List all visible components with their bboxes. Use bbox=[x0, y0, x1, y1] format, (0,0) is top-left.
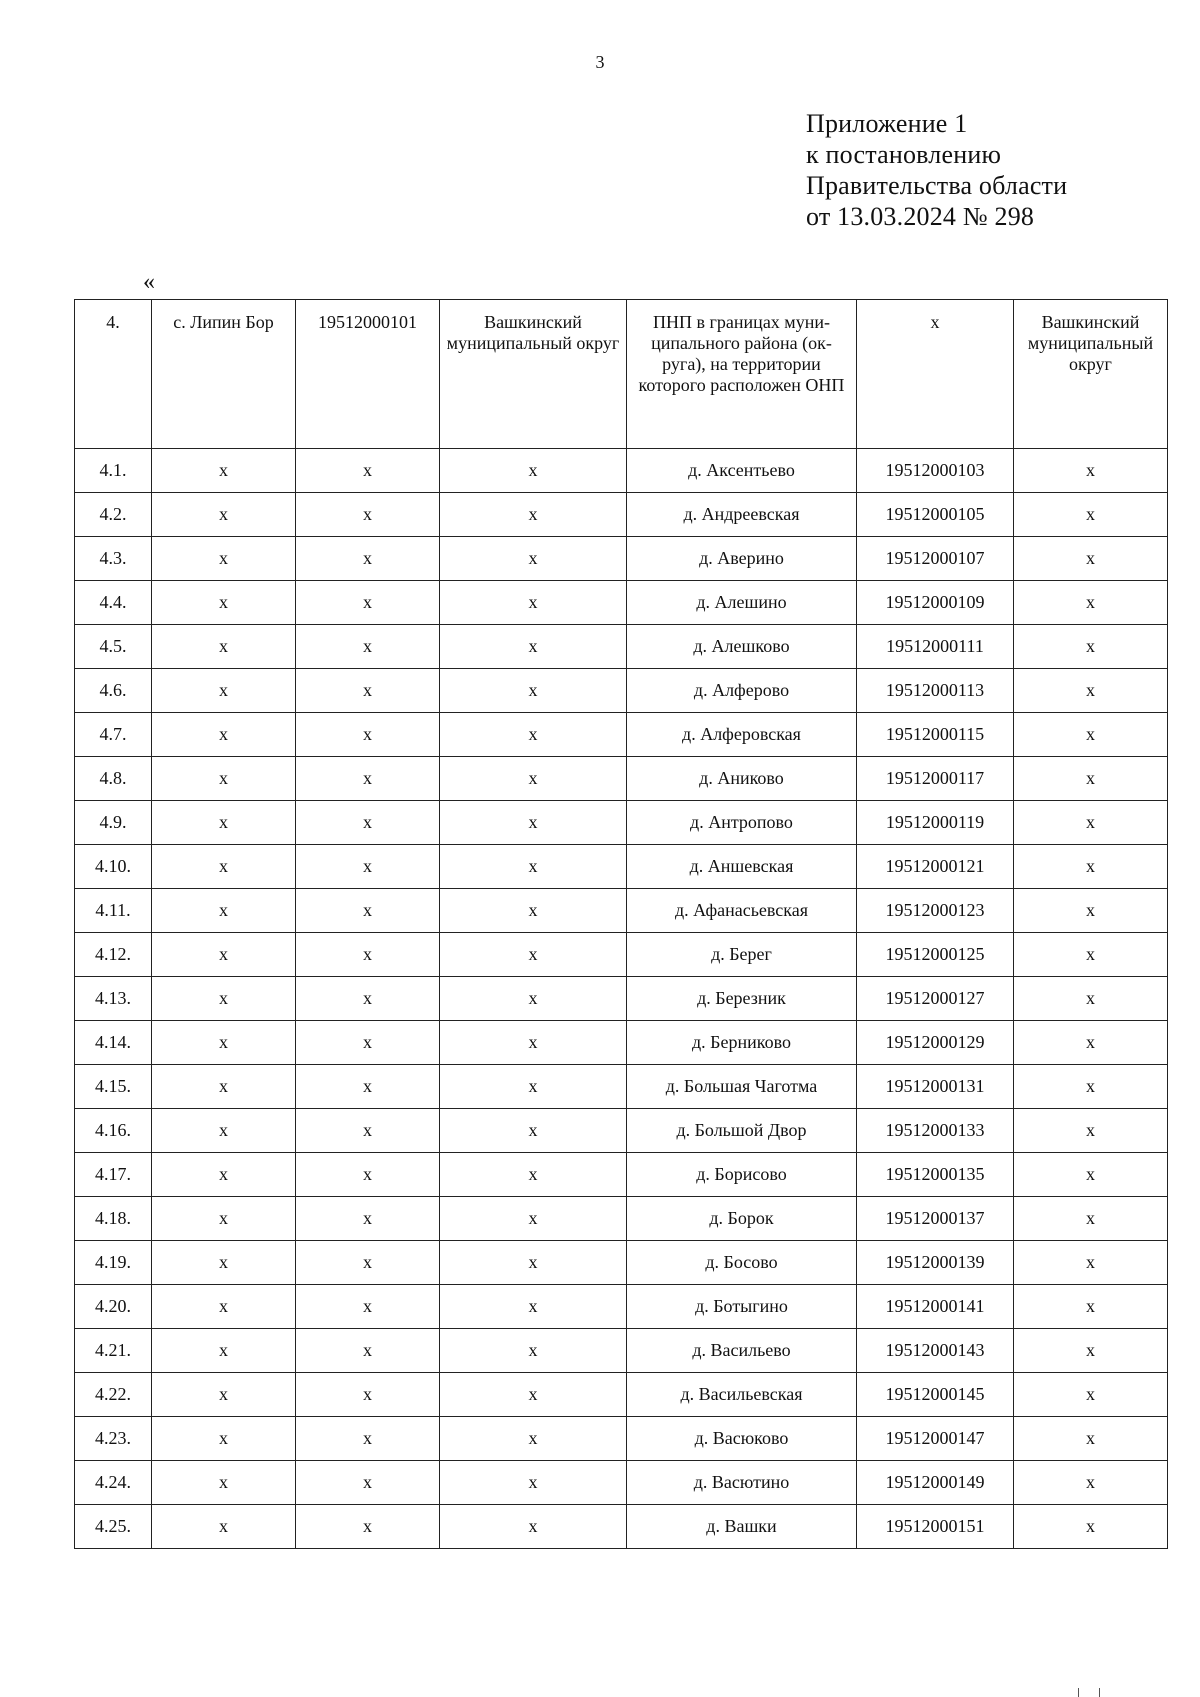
cell-district: x bbox=[440, 713, 627, 757]
cell-village-code: 19512000123 bbox=[857, 889, 1014, 933]
cell-code: x bbox=[296, 1373, 440, 1417]
cell-district: x bbox=[440, 1153, 627, 1197]
cell-settlement: x bbox=[152, 1461, 296, 1505]
cell-village: д. Васильевская bbox=[627, 1373, 857, 1417]
table-row bbox=[75, 1065, 1168, 1109]
cell-number: 4.10. bbox=[75, 845, 152, 889]
cell-number: 4.18. bbox=[75, 1197, 152, 1241]
cell-settlement: x bbox=[152, 757, 296, 801]
page-number: 3 bbox=[595, 52, 605, 72]
cell-settlement: x bbox=[152, 889, 296, 933]
table-row bbox=[75, 1197, 1168, 1241]
table-row bbox=[75, 977, 1168, 1021]
table-row bbox=[75, 1417, 1168, 1461]
cell-settlement: x bbox=[152, 449, 296, 493]
cell-code: x bbox=[296, 1461, 440, 1505]
cell-sub-district: x bbox=[1014, 449, 1168, 493]
cell-number: 4.21. bbox=[75, 1329, 152, 1373]
cell-sub-district: x bbox=[1014, 1109, 1168, 1153]
cell-code: x bbox=[296, 625, 440, 669]
cell-village-code: 19512000129 bbox=[857, 1021, 1014, 1065]
cell-district: x bbox=[440, 1461, 627, 1505]
cell-sub-district: x bbox=[1014, 1153, 1168, 1197]
cell-code: x bbox=[296, 1417, 440, 1461]
table-row-main-settlement bbox=[75, 300, 1168, 449]
cell-code: x bbox=[296, 757, 440, 801]
cell-code: x bbox=[296, 845, 440, 889]
cell-number: 4.1. bbox=[75, 449, 152, 493]
cell-village: д. Борок bbox=[627, 1197, 857, 1241]
cell-number: 4.23. bbox=[75, 1417, 152, 1461]
cell-village: д. Большой Двор bbox=[627, 1109, 857, 1153]
table-row bbox=[75, 757, 1168, 801]
cell-code: x bbox=[296, 1197, 440, 1241]
cell-number: 4.2. bbox=[75, 493, 152, 537]
cell-village-code: 19512000117 bbox=[857, 757, 1014, 801]
cell-code: x bbox=[296, 1241, 440, 1285]
cell-village-code: 19512000147 bbox=[857, 1417, 1014, 1461]
cell-district: x bbox=[440, 1285, 627, 1329]
cell-village: д. Андреевская bbox=[627, 493, 857, 537]
cell-village-code: 19512000113 bbox=[857, 669, 1014, 713]
appendix-authority: Правительства области bbox=[806, 171, 1068, 200]
cell-village: д. Аншевская bbox=[627, 845, 857, 889]
cell-village: д. Аксентьево bbox=[627, 449, 857, 493]
cell-sub-district: x bbox=[1014, 977, 1168, 1021]
cell-sub-district: x bbox=[1014, 1329, 1168, 1373]
cell-settlement: x bbox=[152, 1241, 296, 1285]
cell-settlement: x bbox=[152, 1285, 296, 1329]
cell-number: 4.4. bbox=[75, 581, 152, 625]
cell-village-code: 19512000133 bbox=[857, 1109, 1014, 1153]
table-row bbox=[75, 1373, 1168, 1417]
cell-code: x bbox=[296, 669, 440, 713]
cell-code: x bbox=[296, 1285, 440, 1329]
cell-number: 4.7. bbox=[75, 713, 152, 757]
cell-code: x bbox=[296, 713, 440, 757]
cell-village-code: 19512000115 bbox=[857, 713, 1014, 757]
cell-settlement: x bbox=[152, 713, 296, 757]
cell-number: 4.13. bbox=[75, 977, 152, 1021]
table-row bbox=[75, 493, 1168, 537]
cell-village: д. Аверино bbox=[627, 537, 857, 581]
table-row bbox=[75, 1109, 1168, 1153]
table-row bbox=[75, 1461, 1168, 1505]
cell-district: x bbox=[440, 625, 627, 669]
cell-district: x bbox=[440, 1109, 627, 1153]
cell-village: д. Алферово bbox=[627, 669, 857, 713]
cell-sub-district: x bbox=[1014, 1021, 1168, 1065]
cell-number: 4.25. bbox=[75, 1505, 152, 1549]
cell-sub-district: x bbox=[1014, 1417, 1168, 1461]
cell-code: x bbox=[296, 537, 440, 581]
table-row bbox=[75, 669, 1168, 713]
opening-quote: « bbox=[143, 269, 155, 295]
cell-number: 4.17. bbox=[75, 1153, 152, 1197]
cell-village-code: 19512000141 bbox=[857, 1285, 1014, 1329]
appendix-title: Приложение 1 bbox=[806, 109, 968, 138]
cell-number: 4.22. bbox=[75, 1373, 152, 1417]
cell-district: x bbox=[440, 537, 627, 581]
cell-village: д. Борисово bbox=[627, 1153, 857, 1197]
settlement-table bbox=[74, 299, 1168, 1549]
cell-district: x bbox=[440, 1329, 627, 1373]
cell-sub-district: x bbox=[1014, 1197, 1168, 1241]
cell-village-code: 19512000135 bbox=[857, 1153, 1014, 1197]
cell-code: x bbox=[296, 581, 440, 625]
cell-sub-district: x bbox=[1014, 845, 1168, 889]
cell-settlement: x bbox=[152, 933, 296, 977]
cell-settlement: x bbox=[152, 669, 296, 713]
cell-village-code: 19512000105 bbox=[857, 493, 1014, 537]
cell-sub-district: x bbox=[1014, 933, 1168, 977]
cell-code: x bbox=[296, 1021, 440, 1065]
cell-number: 4.8. bbox=[75, 757, 152, 801]
cell-sub-district: x bbox=[1014, 801, 1168, 845]
cell-settlement: с. Липин Бор bbox=[152, 300, 296, 449]
cell-code: x bbox=[296, 1065, 440, 1109]
cell-village-code: 19512000145 bbox=[857, 1373, 1014, 1417]
cell-district: x bbox=[440, 1065, 627, 1109]
cell-number: 4.20. bbox=[75, 1285, 152, 1329]
table-row bbox=[75, 1021, 1168, 1065]
cell-district: x bbox=[440, 493, 627, 537]
cell-sub-code: x bbox=[857, 300, 1014, 449]
cell-category: ПНП в границах муни-ципального района (ок-руга), на территории которого расположен ОНП bbox=[627, 300, 857, 449]
cell-district: x bbox=[440, 1505, 627, 1549]
cell-settlement: x bbox=[152, 1153, 296, 1197]
cell-settlement: x bbox=[152, 801, 296, 845]
cell-village-code: 19512000139 bbox=[857, 1241, 1014, 1285]
cell-code: x bbox=[296, 449, 440, 493]
table-row bbox=[75, 449, 1168, 493]
cell-village: д. Ботыгино bbox=[627, 1285, 857, 1329]
cell-settlement: x bbox=[152, 977, 296, 1021]
cell-village: д. Антропово bbox=[627, 801, 857, 845]
cell-code: x bbox=[296, 801, 440, 845]
cell-number: 4.6. bbox=[75, 669, 152, 713]
cell-code: x bbox=[296, 1505, 440, 1549]
cell-village: д. Афанасьевская bbox=[627, 889, 857, 933]
cell-village: д. Вашки bbox=[627, 1505, 857, 1549]
appendix-date-number: от 13.03.2024 № 298 bbox=[806, 202, 1035, 231]
cell-district: x bbox=[440, 933, 627, 977]
cell-sub-district: x bbox=[1014, 493, 1168, 537]
cell-settlement: x bbox=[152, 1329, 296, 1373]
cell-village: д. Березник bbox=[627, 977, 857, 1021]
table-body bbox=[75, 300, 1168, 1549]
cell-sub-district: x bbox=[1014, 1241, 1168, 1285]
cell-settlement: x bbox=[152, 1417, 296, 1461]
cell-number: 4.14. bbox=[75, 1021, 152, 1065]
cell-sub-district: x bbox=[1014, 669, 1168, 713]
cell-village-code: 19512000121 bbox=[857, 845, 1014, 889]
cell-village: д. Босово bbox=[627, 1241, 857, 1285]
cell-district: x bbox=[440, 757, 627, 801]
cell-village-code: 19512000137 bbox=[857, 1197, 1014, 1241]
table-row bbox=[75, 581, 1168, 625]
cell-sub-district: x bbox=[1014, 581, 1168, 625]
cell-number: 4.11. bbox=[75, 889, 152, 933]
cell-district: x bbox=[440, 1417, 627, 1461]
table-row bbox=[75, 1285, 1168, 1329]
table-row bbox=[75, 1153, 1168, 1197]
cell-settlement: x bbox=[152, 1373, 296, 1417]
cell-code: 19512000101 bbox=[296, 300, 440, 449]
scan-mark bbox=[1078, 1688, 1100, 1697]
cell-sub-district: x bbox=[1014, 1461, 1168, 1505]
cell-number: 4.15. bbox=[75, 1065, 152, 1109]
cell-code: x bbox=[296, 1109, 440, 1153]
cell-settlement: x bbox=[152, 1109, 296, 1153]
cell-number: 4.16. bbox=[75, 1109, 152, 1153]
cell-code: x bbox=[296, 1329, 440, 1373]
cell-village-code: 19512000103 bbox=[857, 449, 1014, 493]
cell-district: x bbox=[440, 1241, 627, 1285]
cell-village-code: 19512000111 bbox=[857, 625, 1014, 669]
cell-district: x bbox=[440, 581, 627, 625]
cell-village: д. Берниково bbox=[627, 1021, 857, 1065]
cell-district: x bbox=[440, 1373, 627, 1417]
cell-village: д. Алешково bbox=[627, 625, 857, 669]
cell-village: д. Алферовская bbox=[627, 713, 857, 757]
cell-village-code: 19512000125 bbox=[857, 933, 1014, 977]
cell-number: 4. bbox=[75, 300, 152, 449]
cell-village-code: 19512000151 bbox=[857, 1505, 1014, 1549]
cell-number: 4.5. bbox=[75, 625, 152, 669]
cell-sub-district: x bbox=[1014, 1285, 1168, 1329]
cell-sub-district: Вашкинский муниципальный округ bbox=[1014, 300, 1168, 449]
cell-sub-district: x bbox=[1014, 1505, 1168, 1549]
cell-number: 4.24. bbox=[75, 1461, 152, 1505]
cell-district: x bbox=[440, 669, 627, 713]
cell-village: д. Васютино bbox=[627, 1461, 857, 1505]
cell-village: д. Аниково bbox=[627, 757, 857, 801]
table-row bbox=[75, 1505, 1168, 1549]
cell-district: x bbox=[440, 845, 627, 889]
cell-district: x bbox=[440, 801, 627, 845]
cell-sub-district: x bbox=[1014, 1373, 1168, 1417]
cell-district: x bbox=[440, 1197, 627, 1241]
cell-sub-district: x bbox=[1014, 537, 1168, 581]
table-row bbox=[75, 889, 1168, 933]
cell-code: x bbox=[296, 493, 440, 537]
cell-sub-district: x bbox=[1014, 625, 1168, 669]
cell-village-code: 19512000131 bbox=[857, 1065, 1014, 1109]
cell-number: 4.9. bbox=[75, 801, 152, 845]
table-row bbox=[75, 801, 1168, 845]
cell-settlement: x bbox=[152, 581, 296, 625]
cell-village: д. Васильево bbox=[627, 1329, 857, 1373]
appendix-header bbox=[806, 108, 1067, 232]
table-row bbox=[75, 1241, 1168, 1285]
cell-village: д. Алешино bbox=[627, 581, 857, 625]
cell-district: x bbox=[440, 889, 627, 933]
cell-village: д. Васюково bbox=[627, 1417, 857, 1461]
cell-settlement: x bbox=[152, 1021, 296, 1065]
cell-code: x bbox=[296, 977, 440, 1021]
table-row bbox=[75, 1329, 1168, 1373]
cell-village-code: 19512000149 bbox=[857, 1461, 1014, 1505]
cell-code: x bbox=[296, 889, 440, 933]
cell-code: x bbox=[296, 933, 440, 977]
table-row bbox=[75, 713, 1168, 757]
cell-district: x bbox=[440, 977, 627, 1021]
table-row bbox=[75, 933, 1168, 977]
cell-number: 4.3. bbox=[75, 537, 152, 581]
table-row bbox=[75, 625, 1168, 669]
cell-district: x bbox=[440, 1021, 627, 1065]
table-row bbox=[75, 537, 1168, 581]
cell-settlement: x bbox=[152, 1197, 296, 1241]
cell-code: x bbox=[296, 1153, 440, 1197]
cell-settlement: x bbox=[152, 1505, 296, 1549]
cell-village-code: 19512000107 bbox=[857, 537, 1014, 581]
cell-sub-district: x bbox=[1014, 713, 1168, 757]
cell-settlement: x bbox=[152, 537, 296, 581]
cell-village-code: 19512000127 bbox=[857, 977, 1014, 1021]
appendix-reference: к постановлению bbox=[806, 140, 1002, 169]
cell-settlement: x bbox=[152, 1065, 296, 1109]
cell-sub-district: x bbox=[1014, 1065, 1168, 1109]
cell-village-code: 19512000109 bbox=[857, 581, 1014, 625]
cell-sub-district: x bbox=[1014, 757, 1168, 801]
cell-village-code: 19512000119 bbox=[857, 801, 1014, 845]
cell-village-code: 19512000143 bbox=[857, 1329, 1014, 1373]
cell-district: Вашкинский муниципальный округ bbox=[440, 300, 627, 449]
cell-settlement: x bbox=[152, 493, 296, 537]
table-row bbox=[75, 845, 1168, 889]
cell-village: д. Берег bbox=[627, 933, 857, 977]
cell-district: x bbox=[440, 449, 627, 493]
cell-number: 4.12. bbox=[75, 933, 152, 977]
cell-number: 4.19. bbox=[75, 1241, 152, 1285]
cell-settlement: x bbox=[152, 625, 296, 669]
cell-village: д. Большая Чаготма bbox=[627, 1065, 857, 1109]
cell-settlement: x bbox=[152, 845, 296, 889]
cell-sub-district: x bbox=[1014, 889, 1168, 933]
